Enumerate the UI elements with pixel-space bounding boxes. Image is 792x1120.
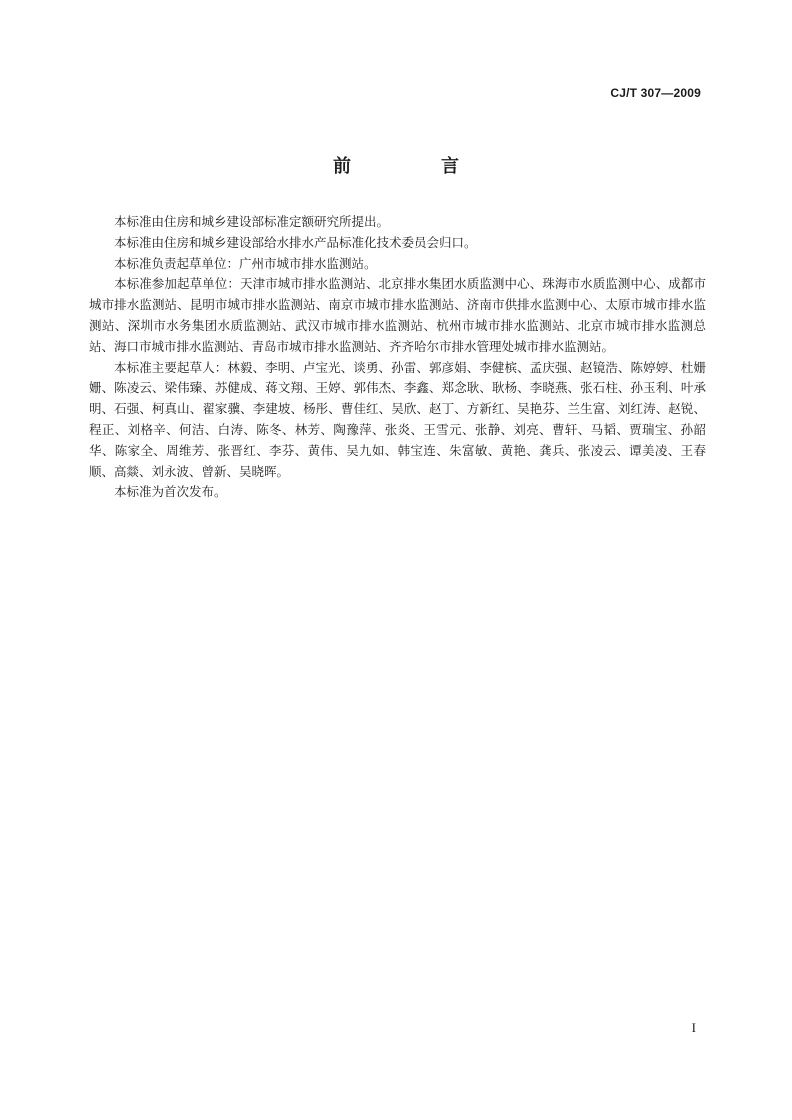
paragraph-drafting-unit: 本标准负责起草单位：广州市城市排水监测站。: [114, 255, 377, 271]
foreword-body: [89, 212, 706, 503]
standard-code: CJ/T 307—2009: [610, 86, 701, 100]
paragraph-main-drafters: 本标准主要起草人：林毅、李明、卢宝光、谈勇、孙雷、郭彦娟、李健槟、孟庆强、赵镜浩、陈婷婷、杜姗姗、陈凌云、梁伟臻、苏健成、蒋文翔、王婷、郭伟杰、李鑫、郑念耿、耿杨、李晓燕、张石柱、孙玉利、叶承明、石强、柯真山、翟家骥、李建坡、杨彤、曹佳红、吴欣、赵丁、方新红、吴艳芬、兰生富、刘红涛、赵锐、程正、刘格辛、何洁、白涛、陈冬、林芳、陶豫萍、张炎、王雪元、张静、刘亮、曹轩、马韬、贾瑞宝、孙韶华、陈家全、周维芳、张晋红、李芬、黄伟、吴九如、韩宝连、朱富敏、黄艳、龚兵、张凌云、谭美凌、王春顺、高燚、刘永波、曾新、吴晓晖。: [89, 359, 706, 479]
paragraph-participating-units: 本标准参加起草单位：天津市城市排水监测站、北京排水集团水质监测中心、珠海市水质监测中心、成都市城市排水监测站、昆明市城市排水监测站、南京市城市排水监测站、济南市供排水监测中心、太原市城市排水监测站、深圳市水务集团水质监测站、武汉市城市排水监测站、杭州市城市排水监测站、北京市城市排水监测总站、海口市城市排水监测站、青岛市城市排水监测站、齐齐哈尔市排水管理处城市排水监测站。: [89, 276, 706, 354]
paragraph-committee: 本标准由住房和城乡建设部给水排水产品标准化技术委员会归口。: [114, 234, 477, 250]
page-number: I: [691, 1020, 696, 1035]
paragraph-first-release: 本标准为首次发布。: [114, 484, 227, 500]
page-title: 前 言: [333, 156, 495, 177]
paragraph-proposer: 本标准由住房和城乡建设部标准定额研究所提出。: [114, 214, 390, 229]
